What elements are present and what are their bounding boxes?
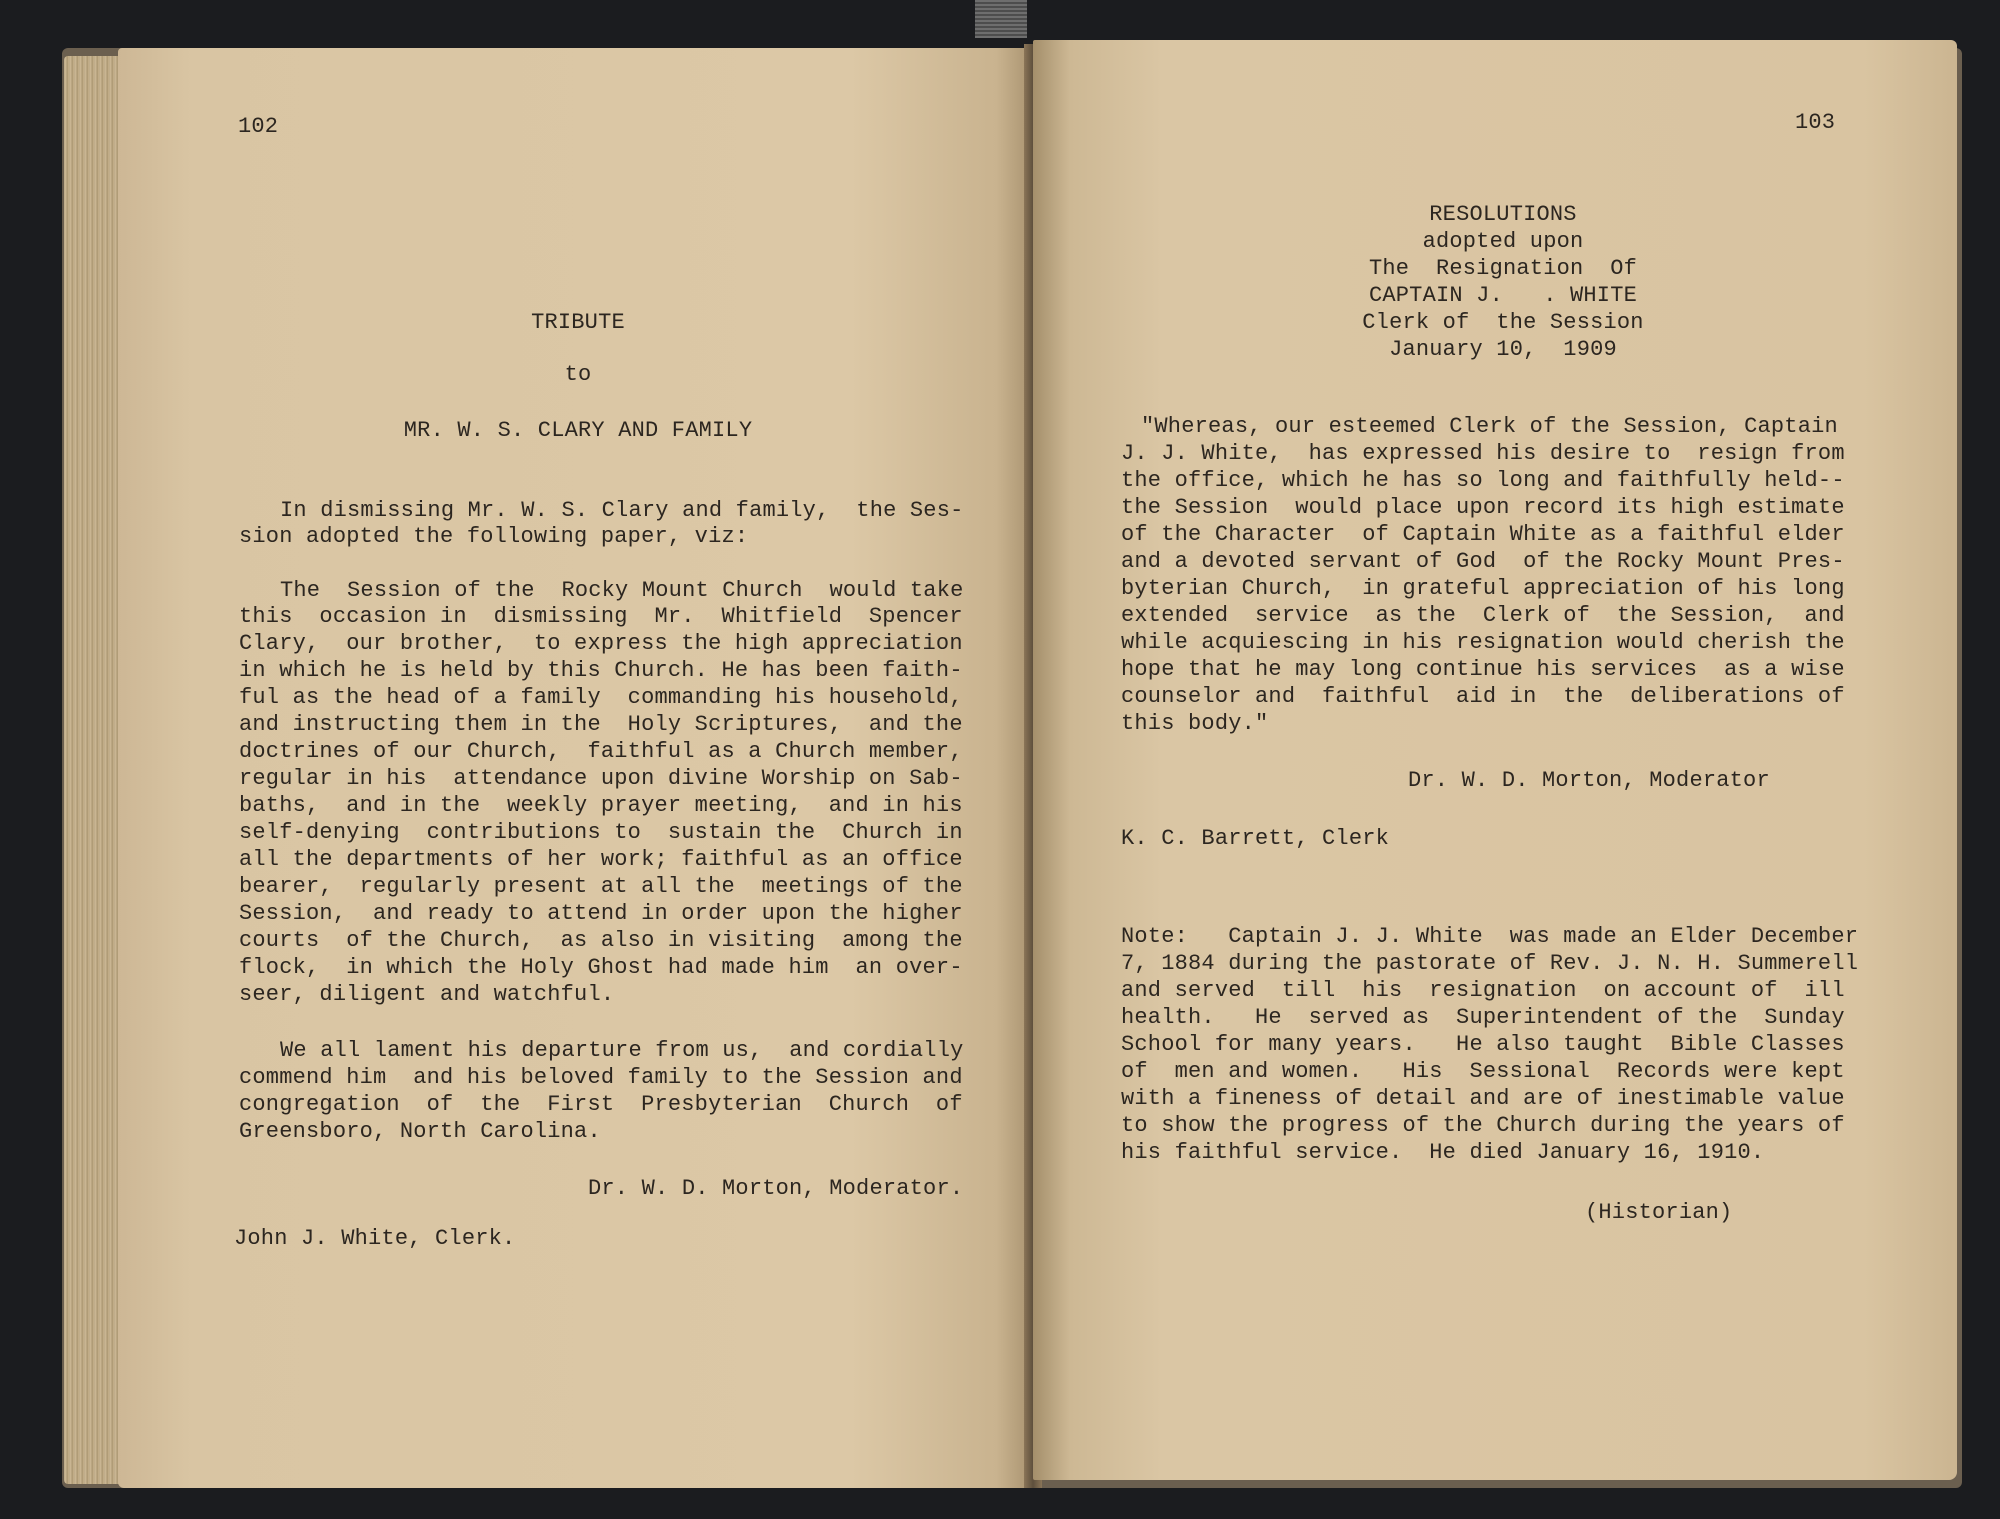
closing-line: commend him and his beloved family to the Session and: [239, 1065, 963, 1090]
note-line: School for many years. He also taught Bible Classes: [1121, 1032, 1845, 1057]
body-line: regular in his attendance upon divine Worship on Sab-: [239, 766, 963, 791]
resolution-line: counselor and faithful aid in the deliberations of: [1121, 684, 1845, 709]
resolution-line: byterian Church, in grateful appreciation of his long: [1121, 576, 1845, 601]
resolution-line: extended service as the Clerk of the Session, and: [1121, 603, 1845, 628]
body-line: this occasion in dismissing Mr. Whitfield Spencer: [239, 604, 963, 629]
note-line: health. He served as Superintendent of the Sunday: [1121, 1005, 1845, 1030]
body-line: baths, and in the weekly prayer meeting, and in his: [239, 793, 963, 818]
resolutions-heading: CAPTAIN J. . WHITE: [1368, 283, 1638, 308]
body-line: Session, and ready to attend in order upon the higher: [239, 901, 963, 926]
body-line: seer, diligent and watchful.: [239, 982, 615, 1007]
intro-line: In dismissing Mr. W. S. Clary and family, the Ses-: [280, 498, 964, 523]
note-line: and served till his resignation on account of ill: [1121, 978, 1845, 1003]
clerk-signature: John J. White, Clerk.: [234, 1226, 516, 1251]
resolutions-heading: RESOLUTIONS: [1429, 202, 1577, 227]
body-line: bearer, regularly present at all the meetings of the: [239, 874, 963, 899]
note-line: 7, 1884 during the pastorate of Rev. J. N. H. Summerell: [1121, 951, 1859, 976]
closing-line: congregation of the First Presbyterian Church of: [239, 1092, 963, 1117]
intro-line: sion adopted the following paper, viz:: [239, 524, 749, 549]
note-line: Note: Captain J. J. White was made an Elder December: [1121, 924, 1859, 949]
closing-line: Greensboro, North Carolina.: [239, 1119, 601, 1144]
resolution-line: while acquiescing in his resignation would cherish the: [1121, 630, 1845, 655]
resolution-line: and a devoted servant of God of the Rocky Mount Pres-: [1121, 549, 1845, 574]
right-page: [1033, 40, 1957, 1480]
tribute-title: TRIBUTE: [531, 310, 625, 335]
note-line: to show the progress of the Church during the years of: [1121, 1113, 1845, 1138]
note-line: with a fineness of detail and are of inestimable value: [1121, 1086, 1845, 1111]
body-line: doctrines of our Church, faithful as a Church member,: [239, 739, 963, 764]
body-line: Clary, our brother, to express the high appreciation: [239, 631, 963, 656]
resolution-line: of the Character of Captain White as a faithful elder: [1121, 522, 1845, 547]
body-line: ful as the head of a family commanding his household,: [239, 685, 963, 710]
moderator-signature: Dr. W. D. Morton, Moderator: [1408, 768, 1770, 793]
resolution-line: the office, which he has so long and faithfully held--: [1121, 468, 1845, 493]
left-page: [118, 48, 1033, 1488]
resolutions-heading: The Resignation Of: [1368, 256, 1638, 281]
body-line: and instructing them in the Holy Scriptures, and the: [239, 712, 963, 737]
resolution-line: the Session would place upon record its high estimate: [1121, 495, 1845, 520]
resolutions-heading: January 10, 1909: [1389, 337, 1617, 362]
note-line: of men and women. His Sessional Records were kept: [1121, 1059, 1845, 1084]
body-line: in which he is held by this Church. He has been faith-: [239, 658, 963, 683]
tribute-subtitle: MR. W. S. CLARY AND FAMILY: [403, 418, 753, 443]
page-number: 102: [238, 114, 279, 139]
resolution-line: "Whereas, our esteemed Clerk of the Session, Captain: [1141, 414, 1838, 439]
body-line: self-denying contributions to sustain the Church in: [239, 820, 963, 845]
resolution-line: hope that he may long continue his services as a wise: [1121, 657, 1845, 682]
moderator-signature: Dr. W. D. Morton, Moderator.: [588, 1176, 964, 1201]
page-edges: [64, 56, 122, 1484]
body-line: flock, in which the Holy Ghost had made him an over-: [239, 955, 963, 980]
closing-line: We all lament his departure from us, and cordially: [280, 1038, 964, 1063]
historian-attribution: (Historian): [1585, 1200, 1733, 1225]
resolutions-heading: adopted upon: [1422, 229, 1584, 254]
page-number: 103: [1795, 110, 1836, 135]
bookmark-ribbon: [975, 0, 1027, 38]
resolutions-heading: Clerk of the Session: [1362, 310, 1644, 335]
resolution-line: J. J. White, has expressed his desire to resign from: [1121, 441, 1845, 466]
note-line: his faithful service. He died January 16, 1910.: [1121, 1140, 1765, 1165]
body-line: all the departments of her work; faithful as an office: [239, 847, 963, 872]
body-line: The Session of the Rocky Mount Church would take: [280, 578, 964, 603]
body-line: courts of the Church, as also in visiting among the: [239, 928, 963, 953]
resolution-line: this body.": [1121, 711, 1269, 736]
clerk-signature: K. C. Barrett, Clerk: [1121, 826, 1390, 851]
tribute-to: to: [564, 362, 592, 387]
